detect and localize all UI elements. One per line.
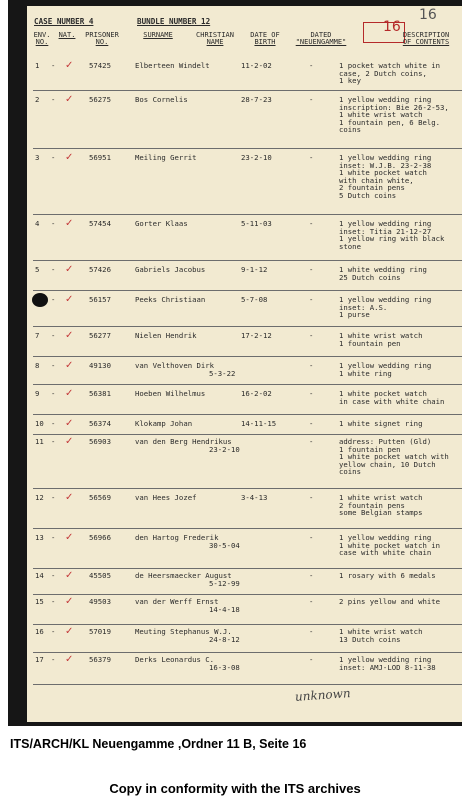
env-number: 9 [35,389,40,398]
prisoner-number: 57019 [89,627,111,636]
row-divider [33,326,462,327]
prisoner-name: Gorter Klaas [135,219,188,228]
check-mark: ✓ [65,388,74,399]
env-dash: - [51,419,56,428]
dated-neuengamme: - [309,571,314,580]
column-header-line: OF CONTENTS [402,38,450,47]
contents-line: case, 2 Dutch coins, [339,68,427,78]
contents-line: 1 rosary with 6 medals [339,571,436,580]
row-divider [33,652,462,653]
contents-line: 1 white pocket watch [339,168,427,178]
row-divider [33,356,462,357]
env-dash: - [51,219,56,228]
dated-neuengamme: - [309,419,314,428]
contents-description [339,96,449,134]
dated-neuengamme: - [309,61,314,70]
row-divider [33,684,462,685]
prisoner-name: van der Werff Ernst [135,597,219,606]
env-dash: - [51,265,56,274]
column-header-line: DATE OF [250,31,280,39]
column-header-line: NO. [95,38,109,47]
env-number: 14 [35,571,44,580]
contents-line: 25 Dutch coins [339,272,401,282]
contents-description [339,332,422,347]
prisoner-number: 49503 [89,597,111,606]
contents-line: address: Putten (Gld) [339,437,432,446]
date-of-birth: 28-7-23 [241,95,272,104]
contents-line: 13 Dutch coins [339,634,401,644]
dated-neuengamme: - [309,437,314,446]
dated-neuengamme: - [309,389,314,398]
date-of-birth: 5-11-03 [241,219,272,228]
column-header [291,32,351,47]
column-header-line: DESCRIPTION [402,31,450,39]
row-divider [33,290,462,291]
punch-hole [32,293,48,307]
prisoner-number: 56275 [89,95,111,104]
contents-line: inset: Titia 21-12-27 [339,226,432,236]
date-of-birth: 23-2-10 [241,153,272,162]
row-divider [33,434,462,435]
contents-line: 1 yellow wedding ring [339,295,432,304]
check-mark: ✓ [65,570,74,581]
env-number: 4 [35,219,40,228]
prisoner-number: 57426 [89,265,111,274]
prisoner-name: Meiling Gerrit [135,153,197,162]
archive-note: Copy in conformity with the ITS archives [109,781,361,796]
env-dash: - [51,597,56,606]
contents-line: 1 white wrist watch [339,331,423,340]
env-dash: - [51,61,56,70]
contents-description [339,390,444,405]
case-number: CASE NUMBER 4 [34,17,94,26]
column-header [189,32,241,47]
contents-line: 2 fountain pens [339,183,405,193]
env-dash: - [51,655,56,664]
contents-description [339,420,422,428]
env-number: 8 [35,361,40,370]
column-header-line: ENV. [33,31,51,39]
row-divider [33,624,462,625]
column-header [56,32,78,39]
env-dash: - [51,153,56,162]
contents-line: 1 white pocket watch [339,389,427,398]
check-mark: ✓ [65,654,74,665]
prisoner-name: Hoeben Wilhelmus [135,389,206,398]
prisoner-number: 57454 [89,219,111,228]
check-mark: ✓ [65,60,74,71]
contents-description [339,572,436,580]
prisoner-name: Nielen Hendrik [135,331,197,340]
env-number: 2 [35,95,40,104]
red-page-number: 16 [383,19,401,35]
dated-neuengamme: - [309,361,314,370]
row-divider [33,568,462,569]
check-mark: ✓ [65,532,74,543]
env-dash: - [51,331,56,340]
column-header-line: CHRISTIAN [196,31,234,39]
date-of-birth: 23-2-10 [209,445,240,454]
check-mark: ✓ [65,330,74,341]
row-divider [33,488,462,489]
row-divider [33,384,462,385]
contents-line: 2 fountain pens [339,500,405,510]
date-of-birth: 14-4-18 [209,605,240,614]
column-header-line: BIRTH [254,38,276,47]
date-of-birth: 16-2-02 [241,389,272,398]
prisoner-name: Peeks Christiaan [135,295,206,304]
prisoner-name: de Heersmaecker August [135,571,232,580]
env-dash: - [51,295,56,304]
env-dash: - [51,533,56,542]
env-number: 16 [35,627,44,636]
archive-reference: ITS/ARCH/KL Neuengamme ,Ordner 11 B, Seite 16 [10,737,307,751]
contents-line: 1 white wrist watch [339,493,423,502]
env-dash: - [51,95,56,104]
prisoner-number: 56374 [89,419,111,428]
contents-line: 5 Dutch coins [339,190,397,200]
prisoner-name: Klokamp Johan [135,419,193,428]
check-mark: ✓ [65,294,74,305]
env-number: 1 [35,61,40,70]
contents-line: 1 key [339,76,361,86]
prisoner-number: 56381 [89,389,111,398]
contents-line: some Belgian stamps [339,508,423,518]
prisoner-number: 56569 [89,493,111,502]
env-number: 15 [35,597,44,606]
contents-line: 1 yellow wedding ring [339,655,432,664]
prisoner-number: 56157 [89,295,111,304]
dated-neuengamme: - [309,331,314,340]
prisoner-name: van Velthoven Dirk [135,361,215,370]
prisoner-number: 57425 [89,61,111,70]
contents-description [339,362,431,377]
env-number: 11 [35,437,44,446]
prisoner-name: Derks Leonardus C. [135,655,215,664]
contents-line: 1 white wrist watch [339,627,423,636]
env-number: 17 [35,655,44,664]
contents-line: coins [339,125,361,135]
dated-neuengamme: - [309,95,314,104]
row-divider [33,90,462,91]
contents-description [339,154,431,200]
env-number: 13 [35,533,44,542]
contents-line: case with white chain [339,548,432,558]
bundle-number: BUNDLE NUMBER 12 [137,17,211,26]
contents-line: 1 fountain pen [339,338,401,348]
contents-description [339,598,440,606]
document-photo [8,0,462,726]
contents-line: 1 white wrist watch [339,110,423,120]
column-header-line: NAT. [58,31,76,39]
check-mark: ✓ [65,360,74,371]
date-of-birth: 9-1-12 [241,265,268,274]
prisoner-name: Elberteen Windelt [135,61,210,70]
row-divider [33,528,462,529]
env-dash: - [51,437,56,446]
row-divider [33,260,462,261]
contents-line: 2 pins yellow and white [339,597,441,606]
prisoner-name: Bos Cornelis [135,95,188,104]
contents-line: 1 white pocket watch with [339,452,449,462]
check-mark: ✓ [65,94,74,105]
column-header [391,32,461,47]
column-header-line: "NEUENGAMME" [295,38,347,47]
contents-description [339,438,449,476]
date-of-birth: 17-2-12 [241,331,272,340]
date-of-birth: 5-12-99 [209,579,240,588]
row-divider [33,594,462,595]
prisoner-number: 56966 [89,533,111,542]
contents-line: inset: W.J.B. 23-2-38 [339,160,432,170]
contents-line: 1 white ring [339,368,392,378]
env-dash: - [51,361,56,370]
signature: unknown [294,686,352,704]
date-of-birth: 24-8-12 [209,635,240,644]
contents-line: inset: A.S. [339,302,388,312]
contents-line: 1 pocket watch white in [339,61,441,70]
dated-neuengamme: - [309,627,314,636]
date-of-birth: 3-4-13 [241,493,268,502]
dated-neuengamme: - [309,219,314,228]
contents-line: 1 white signet ring [339,419,423,428]
contents-line: in case with white chain [339,396,445,406]
dated-neuengamme: - [309,533,314,542]
env-number: 10 [35,419,44,428]
dated-neuengamme: - [309,153,314,162]
contents-line: coins [339,467,361,477]
env-dash: - [51,493,56,502]
env-number: 3 [35,153,40,162]
prisoner-number: 56277 [89,331,111,340]
contents-description [339,656,436,671]
prisoner-name: van Hees Jozef [135,493,197,502]
contents-line: 1 purse [339,310,370,320]
prisoner-name: van den Berg Hendrikus [135,437,232,446]
row-divider [33,214,462,215]
column-header-line: PRISONER [85,31,119,39]
env-number: 5 [35,265,40,274]
column-header-line: NAME [206,38,224,47]
date-of-birth: 16-3-08 [209,663,240,672]
dated-neuengamme: - [309,655,314,664]
column-header [242,32,288,47]
env-number: 12 [35,493,44,502]
contents-line: 1 yellow wedding ring [339,95,432,104]
column-header-line: DATED [310,31,332,39]
check-mark: ✓ [65,152,74,163]
check-mark: ✓ [65,218,74,229]
contents-description [339,62,440,85]
dated-neuengamme: - [309,493,314,502]
column-header [132,32,184,39]
env-dash: - [51,571,56,580]
date-of-birth: 5-7-08 [241,295,268,304]
prisoner-name: Meuting Stephanus W.J. [135,627,232,636]
column-header-line: SURNAME [143,31,173,39]
contents-line: 1 yellow wedding ring [339,153,432,162]
date-of-birth: 5-3-22 [209,369,236,378]
check-mark: ✓ [65,264,74,275]
row-divider [33,414,462,415]
dated-neuengamme: - [309,597,314,606]
contents-line: inset: AMJ-LOD 8-11-38 [339,662,436,672]
check-mark: ✓ [65,626,74,637]
prisoner-number: 56903 [89,437,111,446]
contents-description [339,220,444,250]
document-sheet [27,6,462,722]
prisoner-number: 49130 [89,361,111,370]
prisoner-number: 56379 [89,655,111,664]
column-header [29,32,55,47]
prisoner-name: Gabriels Jacobus [135,265,206,274]
prisoner-name: den Hartog Frederik [135,533,219,542]
env-dash: - [51,389,56,398]
check-mark: ✓ [65,492,74,503]
contents-line: 1 fountain pen [339,444,401,454]
contents-line: stone [339,241,361,251]
contents-line: 1 yellow ring with black [339,234,445,244]
column-header [79,32,125,47]
check-mark: ✓ [65,436,74,447]
check-mark: ✓ [65,596,74,607]
contents-description [339,296,431,319]
prisoner-number: 56951 [89,153,111,162]
contents-line: inscription: Bie 26-2-53, [339,102,449,112]
contents-description [339,494,422,517]
env-number: 7 [35,331,40,340]
dated-neuengamme: - [309,265,314,274]
prisoner-number: 45505 [89,571,111,580]
contents-line: 1 yellow wedding ring [339,219,432,228]
column-header-line: NO. [35,38,49,47]
dated-neuengamme: - [309,295,314,304]
contents-description [339,266,427,281]
contents-line: 1 white wedding ring [339,265,427,274]
contents-description [339,628,422,643]
pencil-page-number: 16 [419,7,437,23]
date-of-birth: 14-11-15 [241,419,277,428]
contents-description [339,534,440,557]
contents-line: 1 fountain pen, 6 Belg. [339,117,441,127]
date-of-birth: 30-5-04 [209,541,240,550]
check-mark: ✓ [65,418,74,429]
date-of-birth: 11-2-02 [241,61,272,70]
row-divider [33,148,462,149]
contents-line: 1 white pocket watch in [339,540,441,550]
contents-line: with chain white, [339,175,414,185]
contents-line: 1 yellow wedding ring [339,361,432,370]
contents-line: yellow chain, 10 Dutch [339,459,436,469]
contents-line: 1 yellow wedding ring [339,533,432,542]
env-dash: - [51,627,56,636]
